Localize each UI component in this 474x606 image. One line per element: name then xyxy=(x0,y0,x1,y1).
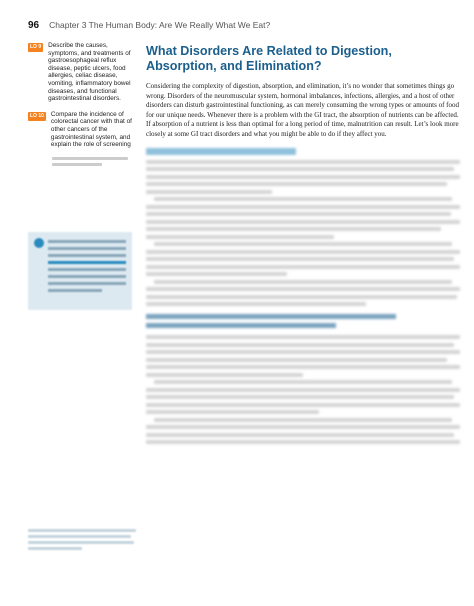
lo-text-faded xyxy=(52,157,136,167)
intro-paragraph: Considering the complexity of digestion, absorption, and elimination, it’s no wonder that sometimes things go wrong. Disorders of the neuromuscular system, hormonal imbalances, infections, allergies, and a host of other disorders can disturb gastrointestinal functioning, as can merely consuming the wrong types or amounts of food for our unique needs. Whenever there is a problem with the GI tract, the absorption of nutrients can be affected. If absorption of a nutrient is less than optimal for a long period of time, malnutrition can result. Let’s look more closely at some GI tract disorders and what you might be able to do if they affect you. xyxy=(146,82,459,138)
blurred-body xyxy=(146,148,460,445)
lo-text: Describe the causes, symptoms, and treatments of gastroesophageal reflux disease, peptic ulcers, food allergies, celiac disease, vomiting, inflammatory bowel diseases, and functional gastrointestinal disorders. xyxy=(48,42,131,103)
chapter-title: Chapter 3 The Human Body: Are We Really What We Eat? xyxy=(49,20,271,30)
subheading-belching xyxy=(146,148,296,155)
margin-note-box xyxy=(28,232,132,310)
learning-objective-9 xyxy=(28,42,136,103)
lo-text: Compare the incidence of colorectal cancer with that of other cancers of the gastrointestinal system, and explain the role of screening xyxy=(50,110,132,149)
main-column xyxy=(146,44,460,448)
running-header xyxy=(28,20,454,34)
learning-objectives xyxy=(28,42,136,170)
lo-badge: LO 10 xyxy=(30,112,44,119)
section-title: What Disorders Are Related to Digestion, Absorption, and Elimination? xyxy=(146,44,392,73)
subheading-gerd xyxy=(146,314,460,330)
page-number: 96 xyxy=(28,20,40,31)
margin-footnote xyxy=(28,526,136,553)
lo-badge: LO 9 xyxy=(30,44,42,50)
learning-objective-10 xyxy=(28,111,136,149)
info-icon xyxy=(34,238,44,248)
